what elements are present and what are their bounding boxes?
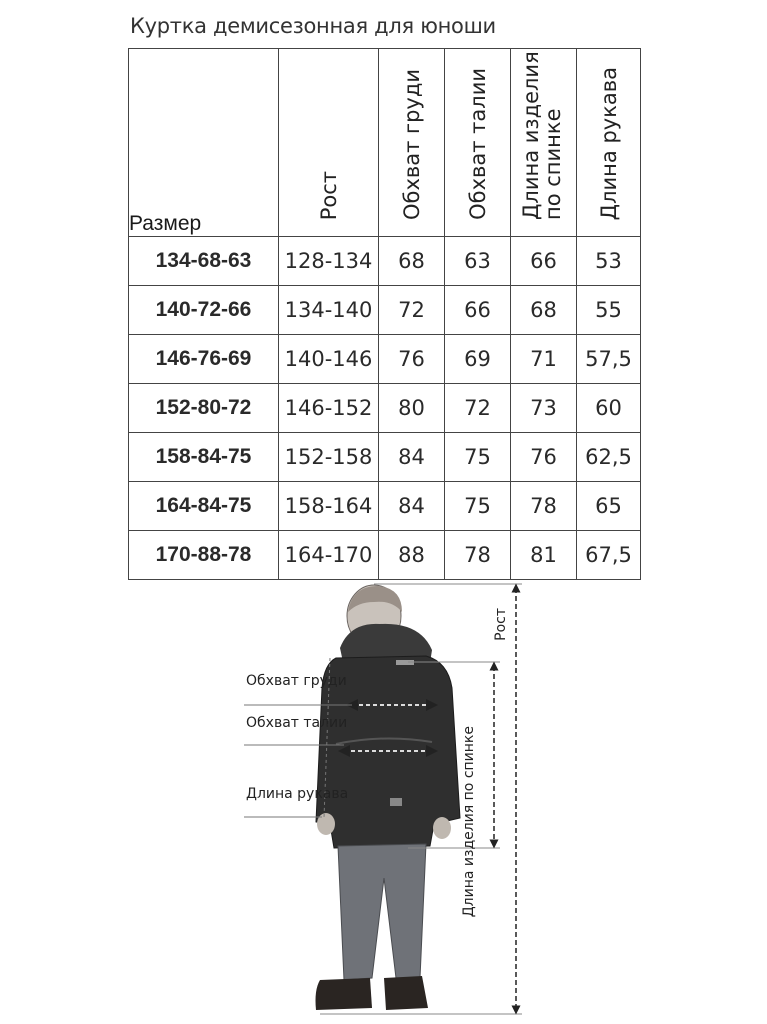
cell-height: 128-134 [279,237,379,286]
size-table [128,48,641,580]
column-header-back-length: Длина изделия по спинке [511,49,577,237]
measurement-diagram [0,578,767,1024]
cell-chest: 80 [379,384,445,433]
table-row [129,286,641,335]
table-header-row [129,49,641,237]
cell-size: 146-76-69 [129,335,279,384]
cell-chest: 76 [379,335,445,384]
table-row [129,384,641,433]
cell-size: 158-84-75 [129,433,279,482]
right-hand [433,817,451,839]
cell-size: 170-88-78 [129,531,279,580]
cell-waist: 66 [445,286,511,335]
table-row [129,482,641,531]
cell-waist: 78 [445,531,511,580]
cell-sleeve: 60 [577,384,641,433]
cell-back-length: 66 [511,237,577,286]
waist-label: Обхват талии [246,715,348,731]
chest-label: Обхват груди [246,673,347,689]
cell-sleeve: 57,5 [577,335,641,384]
left-shoe [316,978,373,1010]
cell-waist: 69 [445,335,511,384]
cell-chest: 88 [379,531,445,580]
cell-size: 134-68-63 [129,237,279,286]
cell-chest: 84 [379,482,445,531]
cell-waist: 75 [445,433,511,482]
back-length-label: Длина изделия по спинке [461,726,477,918]
cell-height: 164-170 [279,531,379,580]
cell-back-length: 73 [511,384,577,433]
cell-height: 152-158 [279,433,379,482]
boy-figure-illustration [0,578,767,1024]
table-row [129,335,641,384]
sleeve-label: Длина рукава [246,786,349,802]
column-header-waist: Обхват талии [445,49,511,237]
cell-sleeve: 53 [577,237,641,286]
cell-back-length: 68 [511,286,577,335]
right-shoe [384,976,428,1010]
cell-height: 140-146 [279,335,379,384]
jacket-patch [390,798,402,806]
cell-sleeve: 55 [577,286,641,335]
table-row [129,531,641,580]
cell-back-length: 81 [511,531,577,580]
cell-height: 158-164 [279,482,379,531]
column-header-sleeve: Длина рукава [577,49,641,237]
cell-sleeve: 62,5 [577,433,641,482]
cell-chest: 68 [379,237,445,286]
cell-waist: 63 [445,237,511,286]
cell-size: 164-84-75 [129,482,279,531]
cell-back-length: 78 [511,482,577,531]
cell-waist: 72 [445,384,511,433]
cell-size: 140-72-66 [129,286,279,335]
left-hand [317,813,335,835]
height-label: Рост [493,608,509,641]
column-header-height: Рост [279,49,379,237]
page-title: Куртка демисезонная для юноши [130,14,496,38]
column-header-size: Размер [129,49,279,237]
jeans [338,844,426,980]
cell-chest: 72 [379,286,445,335]
cell-sleeve: 65 [577,482,641,531]
cell-back-length: 76 [511,433,577,482]
cell-chest: 84 [379,433,445,482]
cell-size: 152-80-72 [129,384,279,433]
table-row [129,433,641,482]
cell-sleeve: 67,5 [577,531,641,580]
cell-back-length: 71 [511,335,577,384]
cell-height: 134-140 [279,286,379,335]
column-header-chest: Обхват груди [379,49,445,237]
table-row [129,237,641,286]
cell-waist: 75 [445,482,511,531]
cell-height: 146-152 [279,384,379,433]
